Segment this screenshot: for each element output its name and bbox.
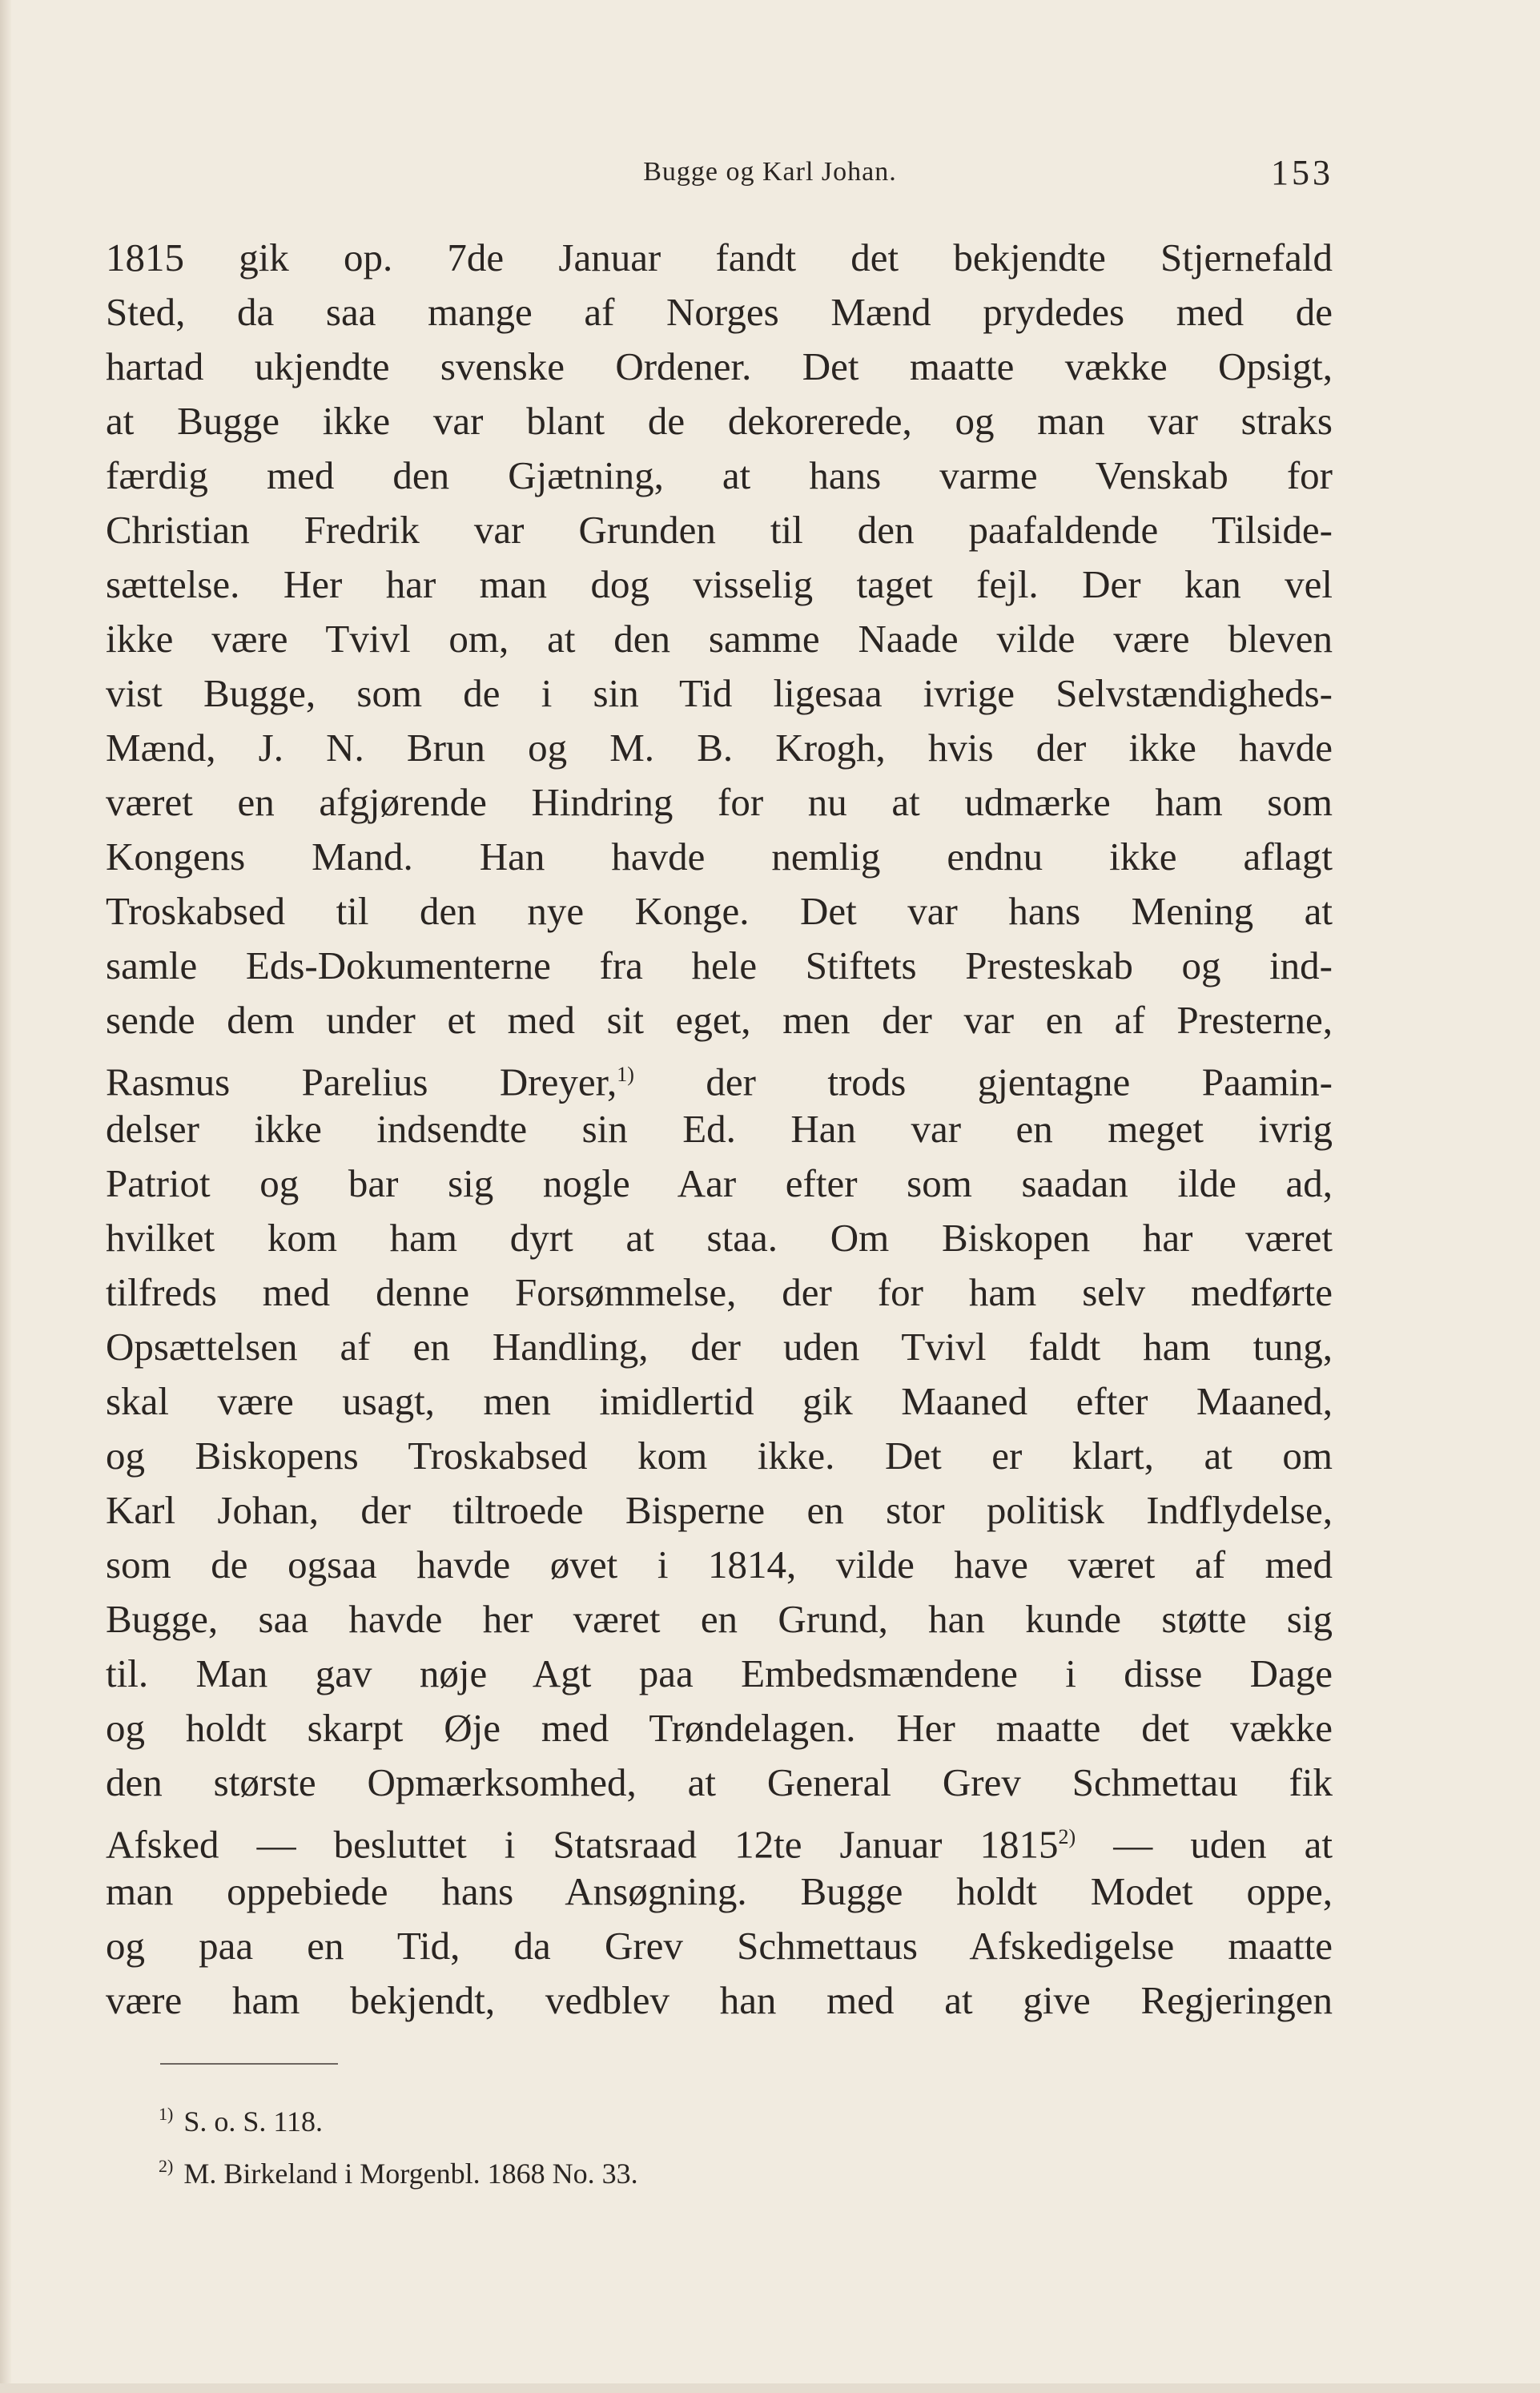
text-line: Mænd, J. N. Brun og M. B. Krogh, hvis der ikke havde xyxy=(106,726,1333,770)
text-segment: Rasmus Parelius Dreyer, xyxy=(106,1060,617,1104)
text-line: hartad ukjendte svenske Ordener. Det maatte vække Opsigt, xyxy=(106,344,1333,388)
text-line: Troskabsed til den nye Konge. Det var hans Mening at xyxy=(106,889,1333,933)
text-line-with-footnote-2 xyxy=(106,1810,1333,1867)
text-line: Kongens Mand. Han havde nemlig endnu ikke aflagt xyxy=(106,835,1333,879)
body-text xyxy=(106,231,1333,2028)
page-number: 153 xyxy=(1271,153,1333,192)
text-line: vist Bugge, som de i sin Tid ligesaa ivrige Selvstændigheds- xyxy=(106,671,1333,715)
text-line: og holdt skarpt Øje med Trøndelagen. Her maatte det vække xyxy=(106,1706,1333,1750)
text-line: at Bugge ikke var blant de dekorerede, og man var straks xyxy=(106,399,1333,443)
footnote-ref-1: 1) xyxy=(617,1063,634,1086)
text-line: Bugge, saa havde her været en Grund, han kunde støtte sig xyxy=(106,1597,1333,1641)
text-line: man oppebiede hans Ansøgning. Bugge holdt Modet oppe, xyxy=(106,1869,1333,1913)
footnote-text: M. Birkeland i Morgenbl. 1868 No. 33. xyxy=(183,2158,638,2190)
text-line: være ham bekjendt, vedblev han med at give Regjeringen xyxy=(106,1978,1333,2022)
text-line: Opsættelsen af en Handling, der uden Tvivl faldt ham tung, xyxy=(106,1325,1333,1369)
text-line: hvilket kom ham dyrt at staa. Om Biskopen har været xyxy=(106,1216,1333,1260)
text-line: den største Opmærksomhed, at General Grev Schmettau fik xyxy=(106,1760,1333,1804)
text-line: skal være usagt, men imidlertid gik Maaned efter Maaned, xyxy=(106,1379,1333,1423)
text-line: til. Man gav nøje Agt paa Embedsmændene i disse Dage xyxy=(106,1651,1333,1695)
page-spine-shadow xyxy=(0,0,11,2393)
text-line: været en afgjørende Hindring for nu at udmærke ham som xyxy=(106,780,1333,824)
text-line: færdig med den Gjætning, at hans varme Venskab for xyxy=(106,453,1333,497)
footnote-divider xyxy=(160,2063,338,2065)
text-line: sende dem under et med sit eget, men der var en af Presterne, xyxy=(106,998,1333,1042)
text-line: ikke være Tvivl om, at den samme Naade vilde være bleven xyxy=(106,617,1333,661)
footnote-2 xyxy=(159,2144,879,2196)
text-line: Sted, da saa mange af Norges Mænd prydedes med de xyxy=(106,290,1333,334)
running-title: Bugge og Karl Johan. xyxy=(643,157,897,187)
footnote-ref-2: 2) xyxy=(1058,1825,1076,1848)
text-line: 1815 gik op. 7de Januar fandt det bekjendte Stjernefald xyxy=(106,235,1333,280)
text-line: og paa en Tid, da Grev Schmettaus Afskedigelse maatte xyxy=(106,1924,1333,1968)
text-line-with-footnote-1 xyxy=(106,1048,1333,1102)
footnote-text: S. o. S. 118. xyxy=(183,2105,324,2138)
text-line: samle Eds-Dokumenterne fra hele Stiftets Presteskab og ind- xyxy=(106,943,1333,987)
text-line: Patriot og bar sig nogle Aar efter som saadan ilde ad, xyxy=(106,1161,1333,1205)
text-line: og Biskopens Troskabsed kom ikke. Det er klart, at om xyxy=(106,1434,1333,1478)
footnotes xyxy=(159,2092,879,2196)
text-line: sættelse. Her har man dog visselig taget fejl. Der kan vel xyxy=(106,562,1333,606)
footnote-mark: 1) xyxy=(159,2104,174,2124)
footnote-mark: 2) xyxy=(159,2156,174,2176)
text-line: som de ogsaa havde øvet i 1814, vilde have været af med xyxy=(106,1542,1333,1587)
footnote-1 xyxy=(159,2092,879,2144)
text-line: Karl Johan, der tiltroede Bisperne en stor politisk Indflydelse, xyxy=(106,1488,1333,1532)
text-line: tilfreds med denne Forsømmelse, der for ham selv medførte xyxy=(106,1270,1333,1314)
text-segment: — uden at xyxy=(1113,1822,1333,1867)
text-segment: Afsked — besluttet i Statsraad 12te Januar 1815 xyxy=(106,1822,1059,1867)
text-segment: der trods gjentagne Paamin- xyxy=(706,1060,1333,1104)
page-header xyxy=(0,152,1540,200)
text-line: Christian Fredrik var Grunden til den paafaldende Tilside- xyxy=(106,508,1333,552)
page-bottom-edge xyxy=(0,2383,1540,2393)
text-line: delser ikke indsendte sin Ed. Han var en meget ivrig xyxy=(106,1107,1333,1151)
